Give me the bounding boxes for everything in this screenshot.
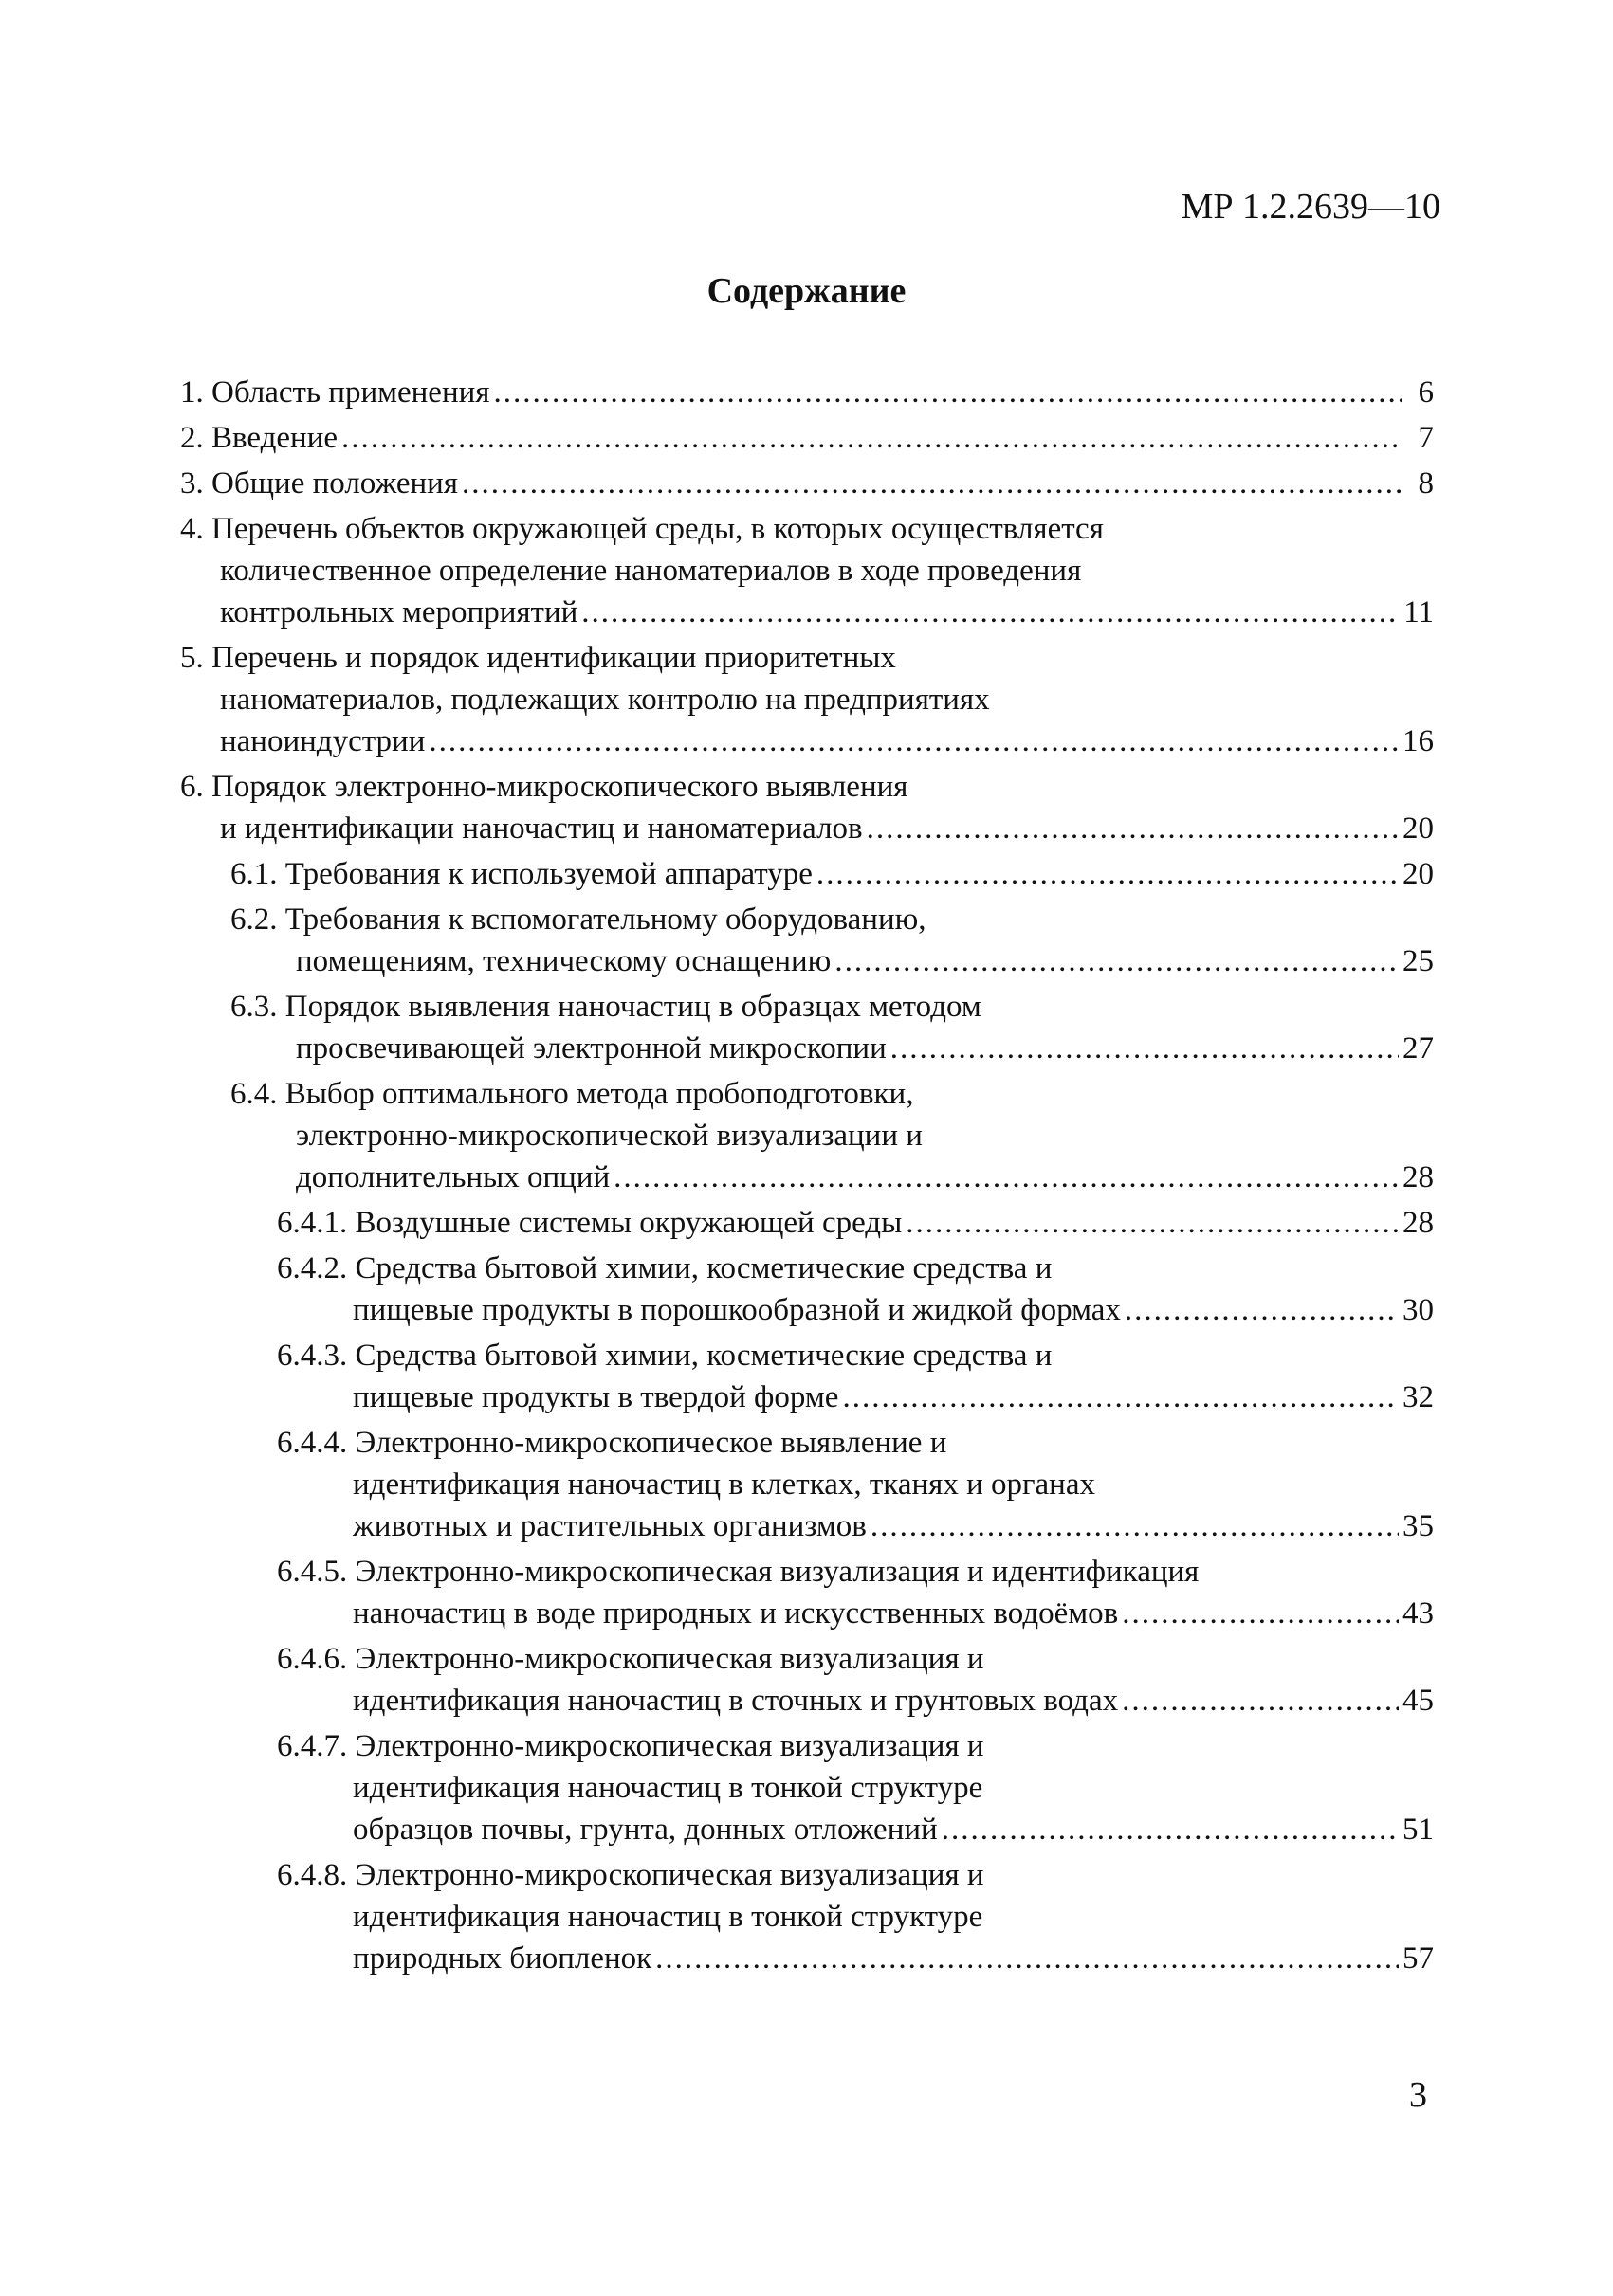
toc-entry-line: 6.4.7. Электронно-микроскопическая визуализация и: [277, 1729, 984, 1763]
toc-entry-line: [296, 1028, 1434, 1069]
toc-entry-line: [296, 940, 1434, 982]
dot-leader: [942, 1809, 1399, 1850]
dot-leader: [890, 1028, 1399, 1069]
toc-entry-text: пищевые продукты в твердой форме: [353, 1380, 839, 1414]
toc-entry-line: [230, 853, 1434, 895]
toc-entry[interactable]: [0, 372, 1613, 413]
toc-entry-text: 6.4.1. Воздушные системы окружающей среды: [277, 1206, 903, 1240]
toc-entry-line: [220, 808, 1434, 849]
toc-entry-text: помещениям, техническому оснащению: [296, 944, 832, 978]
toc-entry-line: 6.3. Порядок выявления наночастиц в образцах методом: [230, 990, 981, 1024]
toc-page-number: 16: [1402, 724, 1434, 758]
toc-entry-line: количественное определение наноматериалов в ходе проведения: [220, 554, 1082, 588]
dot-leader: [1122, 1593, 1399, 1634]
toc-entry-text: образцов почвы, грунта, донных отложений: [353, 1813, 938, 1847]
toc-page-number: 45: [1402, 1684, 1434, 1718]
toc-entry-line: [353, 1505, 1434, 1547]
toc-page-number: 25: [1402, 944, 1434, 978]
toc-entry-line: [220, 720, 1434, 762]
dot-leader: [493, 372, 1402, 413]
toc-entry-text: 3. Общие положения: [180, 466, 458, 501]
toc-entry-text: контрольных мероприятий: [220, 595, 578, 629]
toc-entry-text: 6.1. Требования к используемой аппаратуре: [230, 857, 813, 891]
dot-leader: [1122, 1680, 1399, 1722]
toc-page-number: 6: [1418, 375, 1434, 410]
dot-leader: [867, 808, 1399, 849]
dot-leader: [816, 853, 1399, 895]
toc-entry-line: [220, 592, 1434, 633]
dot-leader: [842, 1376, 1399, 1418]
dot-leader: [614, 1157, 1399, 1198]
toc-page-number: 43: [1402, 1596, 1434, 1631]
toc-page-number: 20: [1402, 857, 1434, 891]
document-code: МР 1.2.2639—10: [1181, 187, 1440, 227]
toc-entry-line: [353, 1289, 1434, 1331]
toc-entry-text: 1. Область применения: [180, 375, 490, 410]
toc-page-number: 51: [1402, 1813, 1434, 1847]
dot-leader: [871, 1505, 1399, 1547]
dot-leader: [341, 417, 1402, 459]
toc-entry-line: 5. Перечень и порядок идентификации приоритетных: [180, 641, 896, 675]
table-of-contents: [0, 372, 1613, 1979]
toc-entry-line: 6. Порядок электронно-микроскопического выявления: [180, 770, 908, 804]
toc-entry-line: 6.4. Выбор оптимального метода пробоподготовки,: [230, 1077, 914, 1111]
dot-leader: [1125, 1289, 1399, 1331]
toc-entry-line: 6.4.5. Электронно-микроскопическая визуализация и идентификация: [277, 1555, 1200, 1589]
toc-entry-text: наночастиц в воде природных и искусственных водоёмов: [353, 1596, 1119, 1631]
toc-entry-line: 6.2. Требования к вспомогательному оборудованию,: [230, 902, 926, 937]
toc-entry[interactable]: [0, 1422, 1613, 1547]
toc-entry-line: 6.4.6. Электронно-микроскопическая визуализация и: [277, 1642, 984, 1676]
toc-entry-text: животных и растительных организмов: [353, 1509, 867, 1543]
toc-entry[interactable]: [0, 986, 1613, 1069]
toc-entry-text: пищевые продукты в порошкообразной и жидкой формах: [353, 1293, 1121, 1327]
toc-entry-line: [353, 1938, 1434, 1979]
toc-page-number: 8: [1418, 466, 1434, 501]
toc-entry[interactable]: [0, 899, 1613, 982]
toc-entry-line: [353, 1376, 1434, 1418]
toc-entry-line: 6.4.4. Электронно-микроскопическое выявление и: [277, 1426, 947, 1460]
toc-entry[interactable]: [0, 853, 1613, 895]
toc-entry[interactable]: [0, 1638, 1613, 1722]
toc-page-number: 7: [1418, 421, 1434, 455]
toc-entry[interactable]: [0, 1725, 1613, 1850]
toc-entry[interactable]: [0, 1854, 1613, 1979]
toc-entry-text: идентификация наночастиц в сточных и грунтовых водах: [353, 1684, 1119, 1718]
toc-entry-line: [180, 463, 1434, 504]
toc-entry-text: и идентификации наночастиц и наноматериалов: [220, 811, 863, 846]
toc-entry-line: электронно-микроскопической визуализации и: [296, 1119, 923, 1153]
toc-page-number: 35: [1402, 1509, 1434, 1543]
toc-entry-line: [353, 1680, 1434, 1722]
toc-page-number: 28: [1402, 1160, 1434, 1194]
toc-entry-line: 6.4.8. Электронно-микроскопическая визуализация и: [277, 1858, 984, 1892]
toc-page-number: 30: [1402, 1293, 1434, 1327]
toc-entry-line: [180, 417, 1434, 459]
toc-entry-text: природных биопленок: [353, 1941, 652, 1976]
toc-entry-text: 2. Введение: [180, 421, 339, 455]
dot-leader: [906, 1202, 1399, 1244]
toc-entry-line: [296, 1157, 1434, 1198]
toc-entry[interactable]: [0, 1202, 1613, 1244]
dot-leader: [429, 720, 1399, 762]
toc-entry-text: просвечивающей электронной микроскопии: [296, 1031, 887, 1066]
toc-entry[interactable]: [0, 463, 1613, 504]
toc-page-number: 28: [1402, 1206, 1434, 1240]
toc-entry[interactable]: [0, 1248, 1613, 1331]
toc-entry[interactable]: [0, 1073, 1613, 1198]
dot-leader: [834, 940, 1399, 982]
toc-entry-line: идентификация наночастиц в клетках, тканях и органах: [353, 1467, 1095, 1502]
toc-entry-text: дополнительных опций: [296, 1160, 611, 1194]
toc-page-number: 27: [1402, 1031, 1434, 1066]
toc-entry[interactable]: [0, 417, 1613, 459]
toc-entry-line: [180, 372, 1434, 413]
toc-entry-line: [353, 1809, 1434, 1850]
toc-entry-line: идентификация наночастиц в тонкой структуре: [353, 1900, 983, 1934]
toc-page-number: 11: [1403, 595, 1434, 629]
toc-entry-line: [353, 1593, 1434, 1634]
toc-page-number: 20: [1402, 811, 1434, 846]
toc-page-number: 57: [1402, 1941, 1434, 1976]
toc-entry-line: наноматериалов, подлежащих контролю на предприятиях: [220, 683, 990, 717]
toc-entry-text: наноиндустрии: [220, 724, 426, 758]
toc-page-number: 32: [1402, 1380, 1434, 1414]
dot-leader: [581, 592, 1400, 633]
toc-entry[interactable]: [0, 1551, 1613, 1634]
toc-entry[interactable]: [0, 1335, 1613, 1418]
toc-entry[interactable]: [0, 637, 1613, 762]
toc-entry-line: 6.4.3. Средства бытовой химии, косметические средства и: [277, 1339, 1053, 1373]
toc-entry-line: 4. Перечень объектов окружающей среды, в которых осуществляется: [180, 512, 1104, 546]
toc-entry[interactable]: [0, 508, 1613, 633]
dot-leader: [655, 1938, 1399, 1979]
toc-entry-line: идентификация наночастиц в тонкой структуре: [353, 1771, 983, 1805]
toc-entry[interactable]: [0, 766, 1613, 849]
page-title: Содержание: [706, 271, 907, 311]
page-number: 3: [1409, 2075, 1427, 2115]
dot-leader: [462, 463, 1402, 504]
toc-entry-line: [277, 1202, 1434, 1244]
toc-entry-line: 6.4.2. Средства бытовой химии, косметические средства и: [277, 1251, 1053, 1285]
